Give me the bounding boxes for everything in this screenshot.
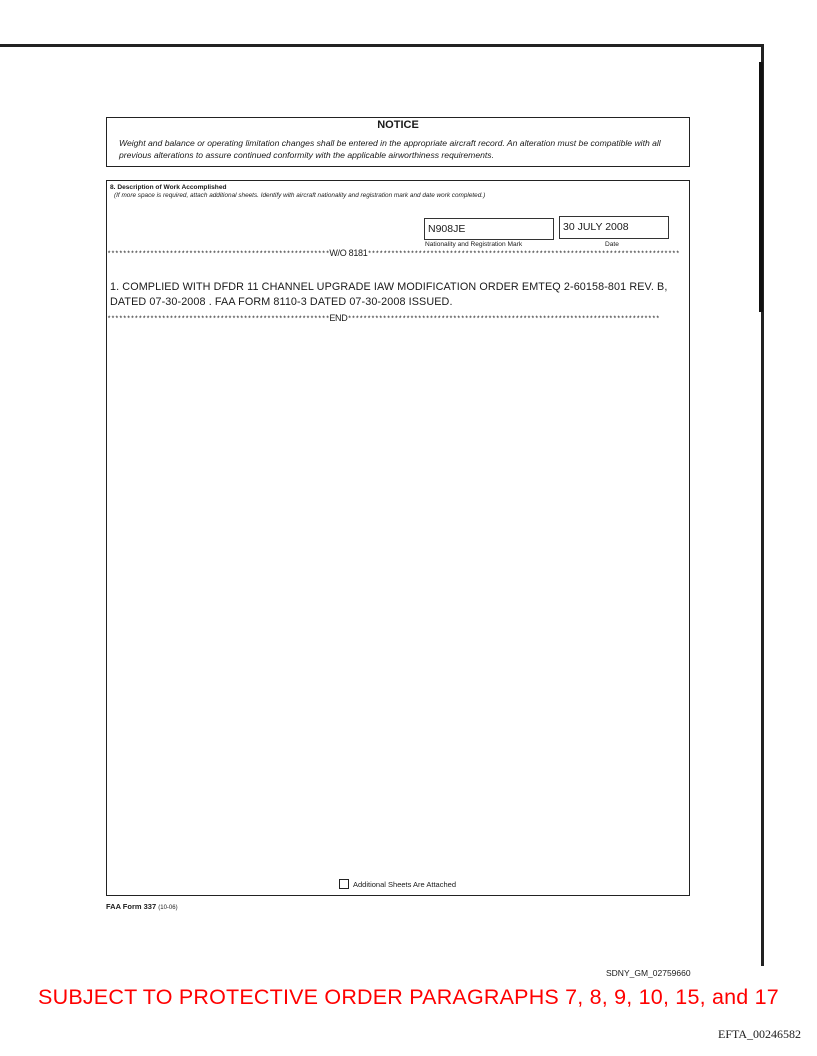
date-field[interactable]: 30 JULY 2008	[559, 216, 669, 239]
end-marker: END	[329, 314, 348, 323]
additional-sheets-row	[339, 879, 456, 889]
notice-box	[106, 117, 690, 167]
registration-field[interactable]: N908JE	[424, 218, 554, 240]
work-order-marker: W/O 8181	[329, 249, 368, 258]
date-caption: Date	[605, 241, 619, 248]
notice-title: NOTICE	[377, 119, 419, 131]
registration-caption: Nationality and Registration Mark	[425, 241, 523, 248]
page-top-border	[0, 44, 764, 47]
page-right-border-thick	[759, 62, 763, 312]
form-revision: (10-06)	[158, 905, 178, 911]
additional-sheets-label: Additional Sheets Are Attached	[353, 879, 456, 889]
protective-order-stamp: SUBJECT TO PROTECTIVE ORDER PARAGRAPHS 7, 8, 9, 10, 15, and 17	[38, 985, 779, 1009]
form-id-text: FAA Form 337	[106, 902, 157, 911]
additional-sheets-checkbox[interactable]	[339, 879, 349, 889]
section-instruction: (If more space is required, attach additional sheets. Identify with aircraft nationality and registration mark and date work completed.)	[114, 192, 486, 199]
form-identifier	[106, 902, 178, 911]
work-description-text: 1. COMPLIED WITH DFDR 11 CHANNEL UPGRADE IAW MODIFICATION ORDER EMTEQ 2-60158-801 REV. B, DATED 07-30-2008 . FAA FORM 8110-3 DATED 07-30-2008 ISSUED.	[110, 281, 668, 308]
section-label: 8. Description of Work Accomplished	[110, 184, 227, 191]
work-order-separator: *********************************************************W/O 8181********************************************************************************	[107, 249, 680, 259]
end-separator: *********************************************************END********************************************************************************	[107, 314, 660, 324]
bates-number: SDNY_GM_02759660	[606, 968, 691, 978]
work-description-section	[106, 180, 690, 896]
efta-number: EFTA_00246582	[718, 1027, 802, 1041]
notice-text: Weight and balance or operating limitation changes shall be entered in the appropriate aircraft record. An alteration must be compatible with all previous alterations to assure continued conformity with the applicable airworthiness requirements.	[119, 138, 661, 160]
